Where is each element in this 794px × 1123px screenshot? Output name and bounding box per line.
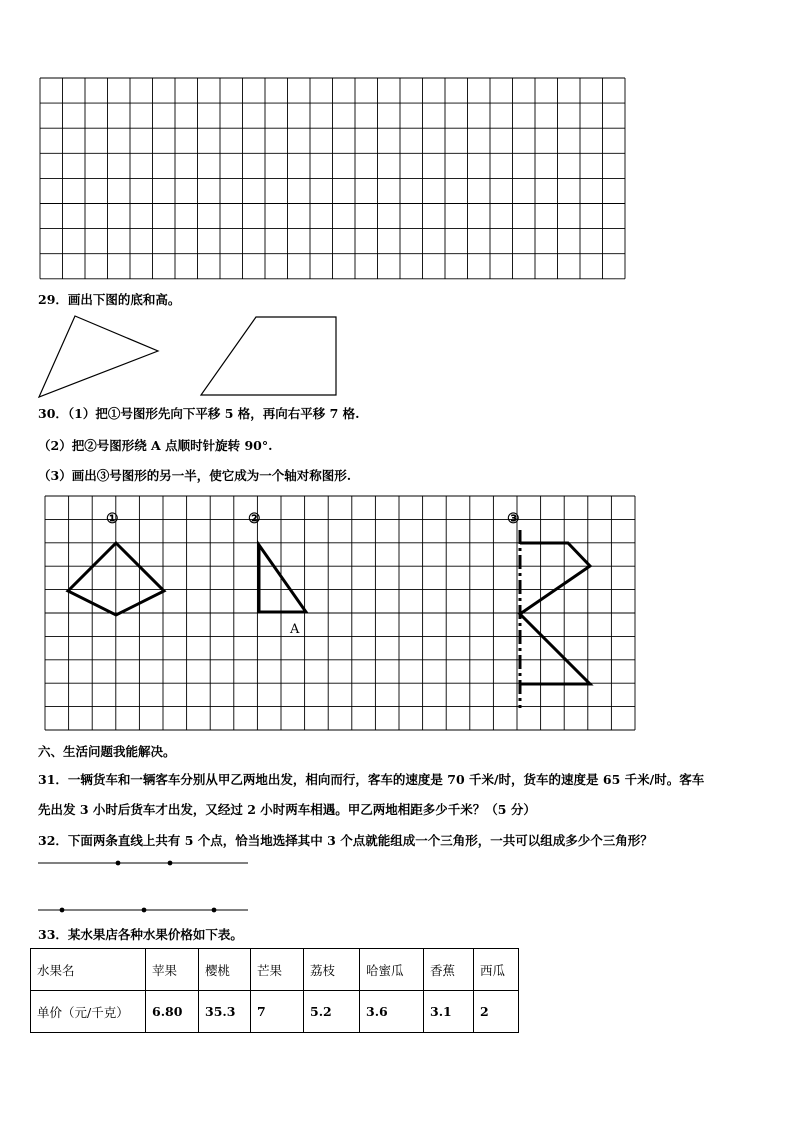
table-cell: 6.80: [146, 991, 199, 1033]
question-32-text: 32．下面两条直线上共有 5 个点，恰当地选择其中 3 个点就能组成一个三角形，一共可以组成多少个三角形？: [38, 833, 653, 848]
table-header-cell: 樱桃: [199, 949, 251, 991]
table-header-cell: 芒果: [251, 949, 304, 991]
q29-triangle: [39, 316, 158, 397]
shape-3-half: [520, 543, 590, 684]
table-cell: 5.2: [304, 991, 360, 1033]
table-header-cell: 荔枝: [304, 949, 360, 991]
table-cell: 7: [251, 991, 304, 1033]
question-29-text: 29．画出下图的底和高。: [38, 292, 181, 307]
table-cell: 3.1: [424, 991, 474, 1033]
table-header-cell: 水果名: [31, 949, 146, 991]
shape-1-kite: [68, 543, 164, 615]
table-cell: 2: [474, 991, 519, 1033]
lower-point: [142, 908, 147, 913]
fruit-price-table: [30, 948, 519, 1033]
table-header-cell: 西瓜: [474, 949, 519, 991]
question-31-line-1: 31．一辆货车和一辆客车分别从甲乙两地出发，相向而行，客车的速度是 70 千米/时，货车的速度是 65 千米/时。客车: [38, 772, 705, 787]
table-cell: 35.3: [199, 991, 251, 1033]
table-row: [31, 949, 519, 991]
question-31-line-2: 先出发 3 小时后货车才出发，又经过 2 小时两车相遇。甲乙两地相距多少千米？（5 分）: [38, 802, 536, 817]
shape-1-marker: ①: [106, 511, 119, 527]
question-33-text: 33．某水果店各种水果价格如下表。: [38, 927, 243, 942]
section-6-title: 六、生活问题我能解决。: [38, 744, 176, 759]
table-header-cell: 香蕉: [424, 949, 474, 991]
shape-3-marker: ③: [507, 511, 520, 527]
question-30-line-3: （3）画出③号图形的另一半，使它成为一个轴对称图形.: [38, 468, 352, 483]
shape-2-triangle: [259, 545, 306, 612]
table-header-cell: 哈蜜瓜: [360, 949, 424, 991]
q30-shapes: [0, 490, 794, 750]
point-a-label: A: [290, 622, 300, 637]
lower-point: [60, 908, 65, 913]
question-30-line-1: 30．（1）把①号图形先向下平移 5 格，再向右平移 7 格.: [38, 406, 360, 421]
q30-grid: [0, 0, 794, 250]
upper-point: [168, 861, 173, 866]
q29-trapezoid: [201, 317, 336, 395]
q32-lines: [0, 850, 794, 920]
q29-figures: [0, 310, 794, 410]
table-row: [31, 991, 519, 1033]
lower-point: [212, 908, 217, 913]
table-cell: 3.6: [360, 991, 424, 1033]
question-30-line-2: （2）把②号图形绕 A 点顺时针旋转 90°.: [38, 438, 273, 453]
table-header-cell: 苹果: [146, 949, 199, 991]
table-cell: 单价（元/千克）: [31, 991, 146, 1033]
upper-point: [116, 861, 121, 866]
shape-2-marker: ②: [248, 511, 261, 527]
